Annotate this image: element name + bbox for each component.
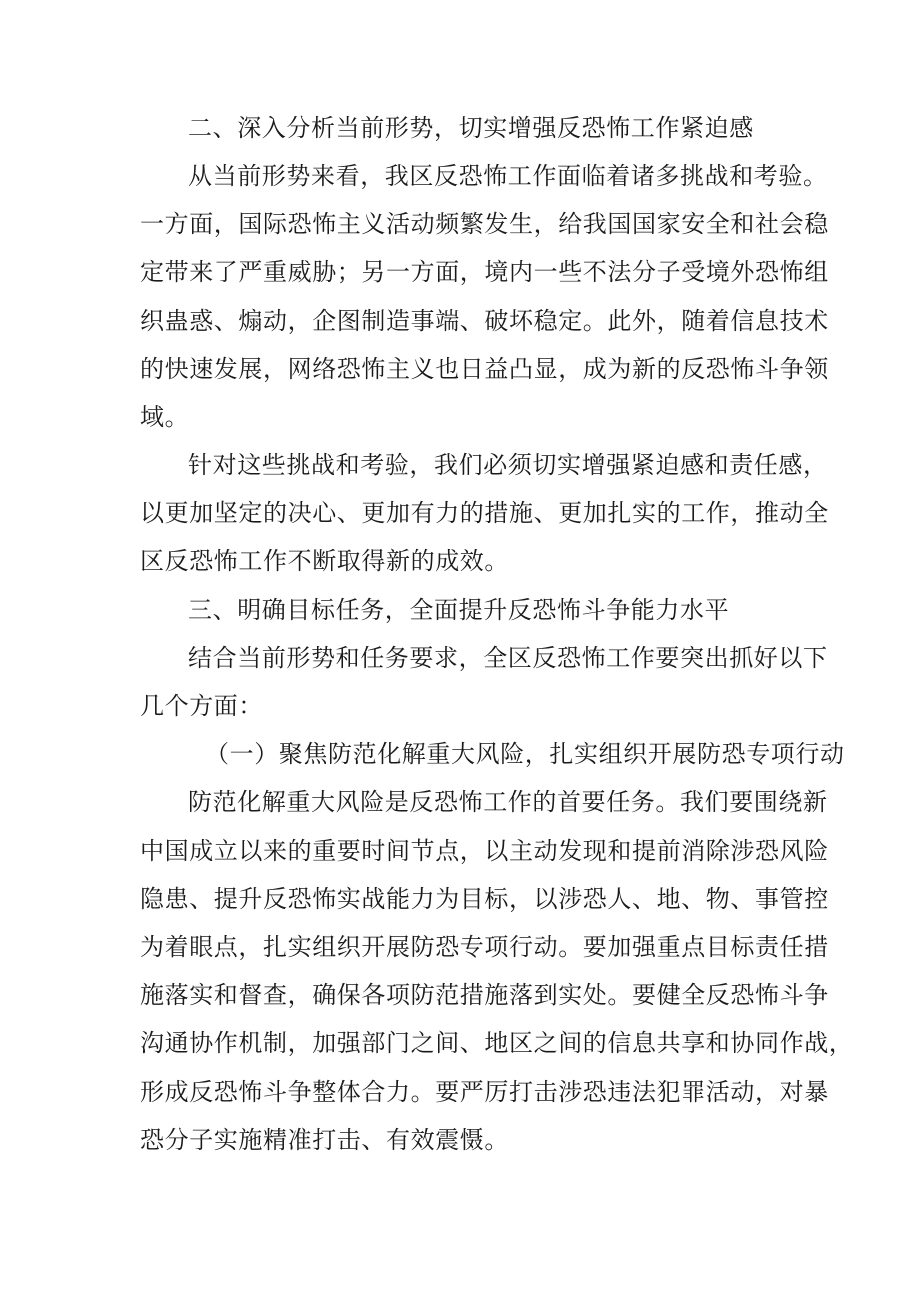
paragraph-line: 施落实和督查，确保各项防范措施落到实处。要健全反恐怖斗争 bbox=[140, 981, 829, 1009]
paragraph-line: 结合当前形势和任务要求，全区反恐怖工作要突出抓好以下 bbox=[188, 644, 828, 672]
paragraph-line: 区反恐怖工作不断取得新的成效。 bbox=[140, 547, 509, 575]
paragraph-line: 织蛊惑、煽动，企图制造事端、破坏稳定。此外，随着信息技术 bbox=[140, 307, 829, 335]
paragraph-line: 防范化解重大风险是反恐怖工作的首要任务。我们要围绕新 bbox=[188, 788, 828, 816]
paragraph-line: 几个方面： bbox=[140, 692, 263, 720]
section-heading: 三、明确目标任务，全面提升反恐怖斗争能力水平 bbox=[188, 596, 730, 624]
subsection-heading: （一）聚焦防范化解重大风险，扎实组织开展防恐专项行动 bbox=[205, 740, 845, 768]
section-heading: 二、深入分析当前形势，切实增强反恐怖工作紧迫感 bbox=[188, 114, 754, 142]
paragraph-line: 中国成立以来的重要时间节点，以主动发现和提前消除涉恐风险 bbox=[140, 837, 829, 865]
paragraph-line: 以更加坚定的决心、更加有力的措施、更加扎实的工作，推动全 bbox=[140, 499, 829, 527]
paragraph-line: 域。 bbox=[140, 403, 190, 431]
paragraph-line: 一方面，国际恐怖主义活动频繁发生，给我国国家安全和社会稳 bbox=[140, 210, 829, 238]
paragraph-line: 隐患、提升反恐怖实战能力为目标，以涉恐人、地、物、事管控 bbox=[140, 885, 829, 913]
paragraph-line: 恐分子实施精准打击、有效震慑。 bbox=[140, 1126, 509, 1154]
paragraph-line: 定带来了严重威胁；另一方面，境内一些不法分子受境外恐怖组 bbox=[140, 258, 829, 286]
paragraph-line: 为着眼点，扎实组织开展防恐专项行动。要加强重点目标责任措 bbox=[140, 933, 829, 961]
paragraph-line: 形成反恐怖斗争整体合力。要严厉打击涉恐违法犯罪活动，对暴 bbox=[140, 1078, 829, 1106]
paragraph-line: 针对这些挑战和考验，我们必须切实增强紧迫感和责任感， bbox=[188, 451, 828, 479]
paragraph-line: 从当前形势来看，我区反恐怖工作面临着诸多挑战和考验。 bbox=[188, 162, 828, 190]
paragraph-line: 的快速发展，网络恐怖主义也日益凸显，成为新的反恐怖斗争领 bbox=[140, 355, 829, 383]
paragraph-line: 沟通协作机制，加强部门之间、地区之间的信息共享和协同作战， bbox=[140, 1029, 854, 1057]
